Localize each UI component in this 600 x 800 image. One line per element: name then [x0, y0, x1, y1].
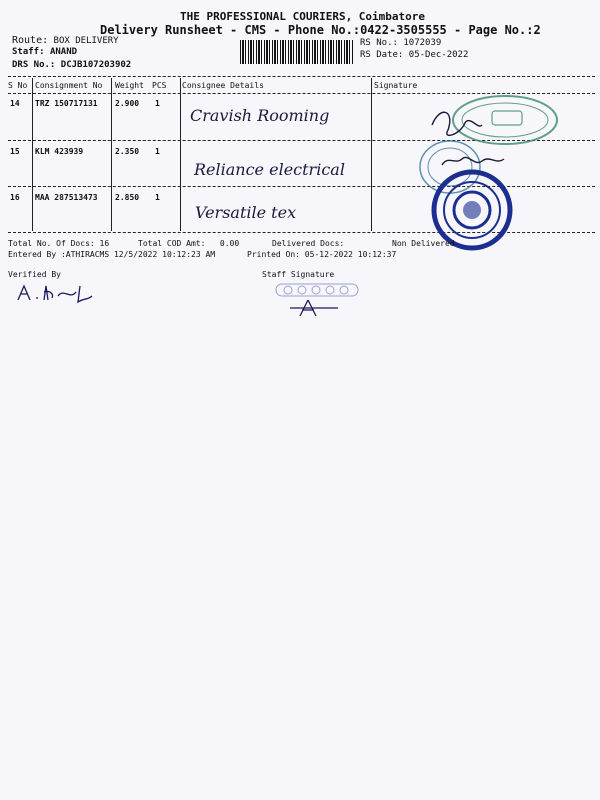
runsheet-title: Delivery Runsheet - CMS - Phone No.:0422-3505555 - Page No.:2	[100, 23, 541, 37]
col-header-consignment: Consignment No	[35, 81, 103, 90]
col-header-consignee: Consignee Details	[182, 81, 264, 90]
cell-pcs: 1	[155, 193, 160, 202]
col-sep	[180, 78, 181, 231]
drs-label: DRS No.:	[12, 60, 56, 70]
total-cod	[138, 239, 239, 248]
table-top-rule	[8, 76, 595, 77]
route-label: Route:	[12, 35, 49, 46]
rs-no-value: 1072039	[403, 38, 442, 48]
staff-value: ANAND	[49, 47, 78, 57]
col-header-weight: Weight	[115, 81, 144, 90]
route-value: BOX DELIVERY	[53, 36, 119, 46]
company-name: THE PROFESSIONAL COURIERS, Coimbatore	[180, 10, 426, 23]
cell-weight: 2.350	[115, 147, 140, 156]
stamps-and-signatures	[420, 85, 560, 255]
cell-sno: 16	[10, 193, 20, 202]
total-docs-value: 16	[99, 239, 110, 248]
staff-row	[12, 47, 77, 57]
drs-value: DCJB107203902	[60, 60, 132, 70]
blue-stamp	[434, 172, 510, 248]
col-sep	[371, 78, 372, 231]
col-header-sno: S No	[8, 81, 28, 90]
cell-weight: 2.850	[115, 193, 140, 202]
col-sep	[111, 78, 112, 231]
col-header-signature: Signature	[374, 81, 418, 90]
col-header-pcs: PCS	[152, 81, 167, 90]
verified-by-label: Verified By	[8, 270, 61, 279]
staff-label: Staff:	[12, 47, 45, 57]
cell-sno: 15	[10, 147, 20, 156]
rs-date-label: RS Date:	[360, 50, 404, 60]
cell-weight: 2.900	[115, 99, 140, 108]
drs-row	[12, 60, 131, 70]
cell-consignment: KLM 423939	[35, 147, 84, 156]
rs-no-row	[360, 38, 441, 48]
total-docs	[8, 239, 109, 248]
delivered-label: Delivered Docs:	[272, 239, 345, 248]
cod-value: 0.00	[219, 239, 240, 248]
rs-date-row	[360, 50, 468, 60]
cell-consignee-handwritten: Cravish Rooming	[190, 106, 330, 125]
cell-consignment: TRZ 150717131	[35, 99, 98, 108]
verified-by-signature	[14, 280, 104, 310]
staff-signature-label: Staff Signature	[262, 270, 335, 279]
barcode	[240, 40, 354, 64]
rs-date-value: 05-Dec-2022	[408, 50, 469, 60]
printed-on: Printed On: 05-12-2022 10:12:37	[247, 250, 397, 259]
cell-consignment: MAA 287513473	[35, 193, 98, 202]
total-docs-label: Total No. Of Docs:	[8, 239, 95, 248]
non-delivered-label: Non Delivered	[392, 239, 455, 248]
col-sep	[32, 78, 33, 231]
teal-stamp	[420, 141, 480, 193]
staff-signature	[268, 280, 368, 320]
route-row	[12, 35, 119, 46]
cod-label: Total COD Amt:	[138, 239, 206, 248]
cell-consignee-handwritten: Versatile tex	[195, 203, 297, 222]
cell-pcs: 1	[155, 147, 160, 156]
cell-pcs: 1	[155, 99, 160, 108]
cell-consignee-handwritten: Reliance electrical	[194, 160, 345, 179]
entered-by: Entered By :ATHIRACMS 12/5/2022 10:12:23 AM	[8, 250, 216, 259]
cell-sno: 14	[10, 99, 20, 108]
rs-no-label: RS No.:	[360, 38, 398, 48]
